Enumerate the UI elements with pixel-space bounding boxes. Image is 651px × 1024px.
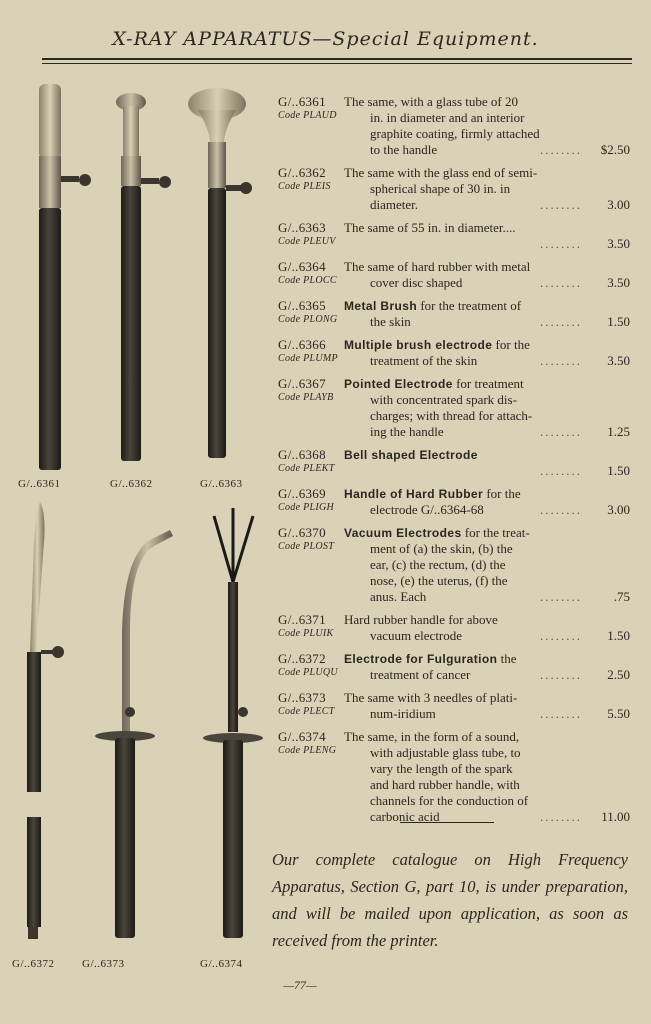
item-price: 1.50 — [607, 628, 630, 643]
electrode-illustrations — [10, 72, 272, 972]
item-price: 3.50 — [607, 275, 630, 290]
item-description-line: Hard rubber handle for above — [344, 612, 498, 627]
item-price: .75 — [613, 589, 630, 604]
section-divider — [400, 822, 494, 823]
item-number: G/..6363 — [278, 220, 326, 235]
catalogue-entry — [278, 259, 634, 291]
item-description-line: The same, in the form of a sound, — [344, 729, 520, 744]
dot-leader: ........ — [540, 236, 582, 251]
catalogue-entry — [278, 729, 634, 825]
dot-leader: ........ — [540, 628, 582, 643]
item-description-line: treatment of cancer — [370, 667, 471, 682]
item-description-line: treatment of the skin — [370, 353, 478, 368]
item-number: G/..6371 — [278, 612, 326, 627]
item-price: 3.50 — [607, 236, 630, 251]
dot-leader: ........ — [540, 667, 582, 682]
item-description-line: with concentrated spark dis- — [370, 392, 517, 407]
item-description-line: for the — [486, 486, 521, 501]
catalogue-entry — [278, 298, 634, 330]
catalogue-note: Our complete catalogue on High Frequency Apparatus, Section G, part 10, is under preparation, and will be mailed upon application, as soon as received from the printer. — [272, 850, 628, 950]
item-description-line: spherical shape of 30 in. in — [370, 181, 511, 196]
dot-leader: ........ — [540, 275, 582, 290]
dot-leader: ........ — [540, 502, 582, 517]
figure-6363 — [188, 88, 252, 458]
item-price: $2.50 — [600, 142, 630, 157]
item-description-line: charges; with thread for attach- — [370, 408, 533, 423]
item-code: Code PLONG — [278, 314, 338, 325]
item-number: G/..6369 — [278, 486, 326, 501]
catalogue-entry — [278, 165, 634, 213]
item-number: G/..6368 — [278, 447, 326, 462]
item-number: G/..6366 — [278, 337, 326, 352]
figure-label-6361: G/..6361 — [18, 478, 61, 490]
item-title: Multiple brush electrode — [344, 338, 493, 352]
item-description-line: anus. Each — [370, 589, 427, 604]
item-price: 1.50 — [607, 314, 630, 329]
figure-label-6372: G/..6372 — [12, 958, 55, 970]
item-code: Code PLAUD — [278, 110, 337, 121]
item-description-line: to the handle — [370, 142, 438, 157]
item-description-line: for the treatment of — [420, 298, 522, 313]
item-number: G/..6365 — [278, 298, 326, 313]
item-title: Vacuum Electrodes — [344, 526, 462, 540]
item-description-line: The same of 55 in. in diameter.... — [344, 220, 516, 235]
figure-6362 — [116, 93, 171, 461]
item-price: 5.50 — [607, 706, 630, 721]
item-code: Code PLUQU — [278, 667, 338, 678]
item-code: Code PLEIS — [278, 181, 331, 192]
item-description-line: with adjustable glass tube, to — [370, 745, 521, 760]
item-description-line: carbonic acid — [370, 809, 440, 824]
item-code: Code PLEKT — [278, 463, 335, 474]
item-number: G/..6373 — [278, 690, 326, 705]
item-description-line: vacuum electrode — [370, 628, 463, 643]
figure-6372 — [27, 502, 64, 939]
item-description-line: The same with 3 needles of plati- — [344, 690, 518, 705]
item-description-line: diameter. — [370, 197, 419, 212]
item-code: Code PLECT — [278, 706, 335, 717]
item-description-line: and hard rubber handle, with — [370, 777, 520, 792]
item-description-line: in. in diameter and an interior — [370, 110, 525, 125]
item-description-line: vary the length of the spark — [370, 761, 513, 776]
item-price: 3.00 — [607, 197, 630, 212]
item-code: Code PLUMP — [278, 353, 338, 364]
item-description-line: cover disc shaped — [370, 275, 463, 290]
item-description-line: num-iridium — [370, 706, 436, 721]
item-number: G/..6361 — [278, 94, 326, 109]
catalogue-entry — [278, 651, 634, 683]
item-price: 3.00 — [607, 502, 630, 517]
item-description-line: The same with the glass end of semi- — [344, 165, 538, 180]
item-price: 11.00 — [601, 809, 630, 824]
catalogue-entry — [278, 220, 634, 252]
item-number: G/..6362 — [278, 165, 326, 180]
item-price: 2.50 — [607, 667, 630, 682]
figure-label-6363: G/..6363 — [200, 478, 243, 490]
page-number: —77— — [283, 978, 317, 992]
item-description-line: the — [500, 651, 517, 666]
catalogue-entries — [278, 94, 634, 832]
item-price: 1.25 — [607, 424, 630, 439]
item-code: Code PLIGH — [278, 502, 335, 513]
figure-label-6373: G/..6373 — [82, 958, 125, 970]
dot-leader: ........ — [540, 706, 582, 721]
item-description-line: ear, (c) the rectum, (d) the — [370, 557, 506, 572]
item-number: G/..6364 — [278, 259, 326, 274]
item-description-line: for treatment — [456, 376, 524, 391]
catalogue-entry — [278, 447, 634, 479]
figure-label-6374: G/..6374 — [200, 958, 243, 970]
item-title: Metal Brush — [344, 299, 418, 313]
item-description-line: channels for the conduction of — [370, 793, 529, 808]
item-number: G/..6374 — [278, 729, 326, 744]
catalogue-entry — [278, 376, 634, 440]
item-title: Handle of Hard Rubber — [344, 487, 484, 501]
dot-leader: ........ — [540, 314, 582, 329]
item-description-line: The same, with a glass tube of 20 — [344, 94, 519, 109]
catalogue-entry — [278, 94, 634, 158]
item-description-line: The same of hard rubber with metal — [344, 259, 531, 274]
item-title: Bell shaped Electrode — [344, 448, 478, 462]
figure-6361 — [39, 84, 91, 470]
item-description-line: ment of (a) the skin, (b) the — [370, 541, 513, 556]
dot-leader: ........ — [540, 589, 582, 604]
item-description-line: nose, (e) the uterus, (f) the — [370, 573, 508, 588]
dot-leader: ........ — [540, 197, 582, 212]
catalogue-entry — [278, 525, 634, 605]
figure-label-6362: G/..6362 — [110, 478, 153, 490]
page-title: X-RAY APPARATUS—Special Equipment. — [112, 28, 539, 50]
item-description-line: the skin — [370, 314, 411, 329]
item-code: Code PLOCC — [278, 275, 337, 286]
item-price: 1.50 — [607, 463, 630, 478]
dot-leader: ........ — [540, 463, 582, 478]
catalogue-entry — [278, 486, 634, 518]
item-number: G/..6372 — [278, 651, 326, 666]
item-code: Code PLUIK — [278, 628, 334, 639]
figure-6373 — [95, 530, 173, 938]
item-description-line: for the — [495, 337, 530, 352]
header-rule-thin — [42, 63, 632, 64]
dot-leader: ........ — [540, 809, 582, 824]
dot-leader: ........ — [540, 142, 582, 157]
catalogue-entry — [278, 612, 634, 644]
catalogue-entry — [278, 690, 634, 722]
item-description-line: for the treat- — [464, 525, 530, 540]
item-price: 3.50 — [607, 353, 630, 368]
dot-leader: ........ — [540, 424, 582, 439]
item-description-line: graphite coating, firmly attached — [370, 126, 540, 141]
item-code: Code PLEUV — [278, 236, 336, 247]
item-number: G/..6367 — [278, 376, 326, 391]
item-code: Code PLENG — [278, 745, 337, 756]
header-rule — [42, 58, 632, 60]
item-title: Electrode for Fulguration — [344, 652, 498, 666]
item-code: Code PLAYB — [278, 392, 334, 403]
item-number: G/..6370 — [278, 525, 326, 540]
figure-6374 — [203, 508, 263, 938]
item-description-line: electrode G/..6364-68 — [370, 502, 484, 517]
item-code: Code PLOST — [278, 541, 335, 552]
catalogue-entry — [278, 337, 634, 369]
dot-leader: ........ — [540, 353, 582, 368]
item-title: Pointed Electrode — [344, 377, 453, 391]
item-description-line: ing the handle — [370, 424, 444, 439]
